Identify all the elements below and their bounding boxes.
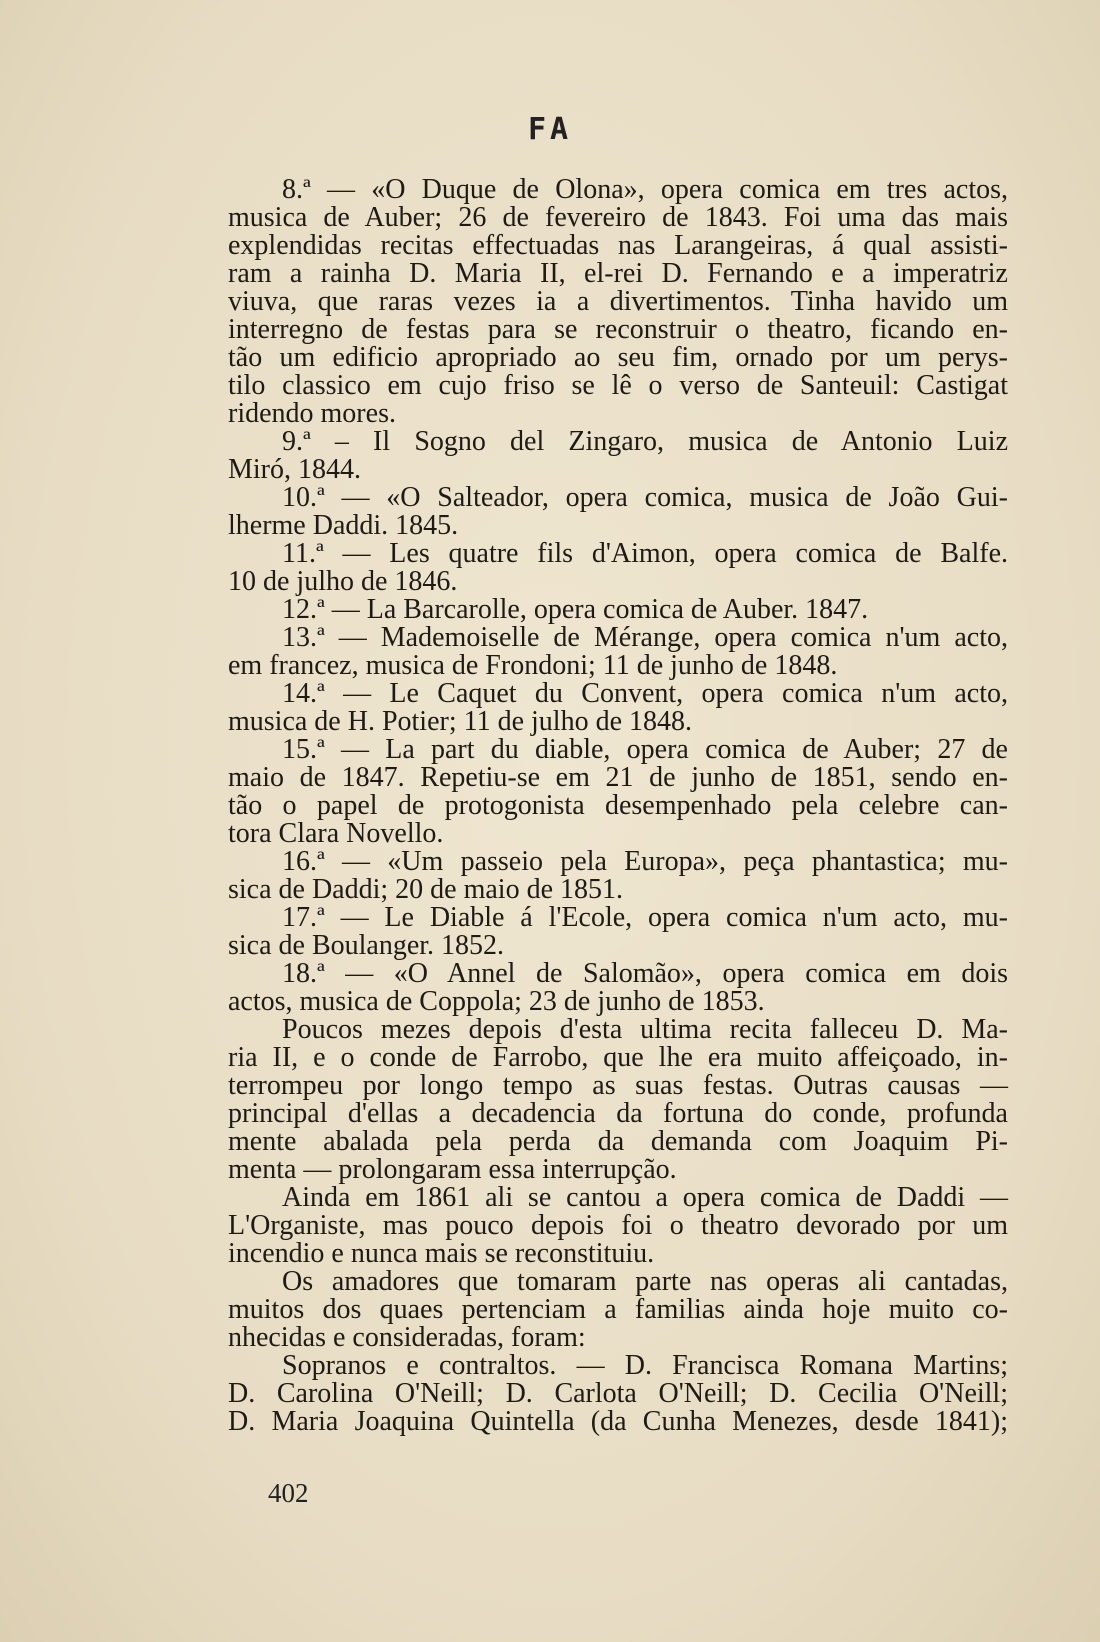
text-line: actos, musica de Coppola; 23 de junho de 1853. xyxy=(228,986,765,1017)
text-line: sica de Daddi; 20 de maio de 1851. xyxy=(228,874,624,905)
text-line: 18.ª — «O Annel de Salomão», opera comica em dois xyxy=(282,958,1008,989)
text-line: tão um edificio apropriado ao seu fim, ornado por um perys- xyxy=(228,342,1008,373)
text-line: 14.ª — Le Caquet du Convent, opera comica n'um acto, xyxy=(282,678,1008,709)
text-line: sica de Boulanger. 1852. xyxy=(228,930,505,961)
text-line: Sopranos e contraltos. — D. Francisca Romana Martins; xyxy=(282,1350,1008,1381)
text-line: interregno de festas para se reconstruir o theatro, ficando en- xyxy=(228,314,1008,345)
text-line: 13.ª — Mademoiselle de Mérange, opera comica n'um acto, xyxy=(282,622,1008,653)
text-line: lherme Daddi. 1845. xyxy=(228,510,459,541)
text-line: D. Maria Joaquina Quintella (da Cunha Menezes, desde 1841); xyxy=(228,1406,1008,1437)
text-line: principal d'ellas a decadencia da fortuna do conde, profunda xyxy=(228,1098,1008,1129)
text-line: ram a rainha D. Maria II, el-rei D. Fernando e a imperatriz xyxy=(228,258,1008,289)
text-line: nhecidas e consideradas, foram: xyxy=(228,1322,586,1353)
text-line: menta — prolongaram essa interrupção. xyxy=(228,1154,677,1185)
text-line: 9.ª – Il Sogno del Zingaro, musica de Antonio Luiz xyxy=(282,426,1008,457)
text-line: musica de Auber; 26 de fevereiro de 1843. Foi uma das mais xyxy=(228,202,1008,233)
text-line: 10.ª — «O Salteador, opera comica, musica de João Gui- xyxy=(282,482,1008,513)
text-line: terrompeu por longo tempo as suas festas. Outras causas — xyxy=(228,1070,1008,1101)
text-line: 17.ª — Le Diable á l'Ecole, opera comica n'um acto, mu- xyxy=(282,902,1008,933)
text-line: explendidas recitas effectuadas nas Larangeiras, á qual assisti- xyxy=(228,230,1008,261)
text-line: tora Clara Novello. xyxy=(228,818,444,849)
text-line: mente abalada pela perda da demanda com Joaquim Pi- xyxy=(228,1126,1008,1157)
text-line: 15.ª — La part du diable, opera comica de Auber; 27 de xyxy=(282,734,1008,765)
text-line: 16.ª — «Um passeio pela Europa», peça phantastica; mu- xyxy=(282,846,1008,877)
text-line: maio de 1847. Repetiu-se em 21 de junho de 1851, sendo en- xyxy=(228,762,1008,793)
text-line: em francez, musica de Frondoni; 11 de junho de 1848. xyxy=(228,650,838,681)
text-line: 10 de julho de 1846. xyxy=(228,566,458,597)
page-number: 402 xyxy=(268,1478,309,1508)
text-line: incendio e nunca mais se reconstituiu. xyxy=(228,1238,655,1269)
text-line: Os amadores que tomaram parte nas operas ali cantadas, xyxy=(282,1266,1008,1297)
text-line: ridendo mores. xyxy=(228,398,396,429)
text-line: musica de H. Potier; 11 de julho de 1848. xyxy=(228,706,692,737)
text-line: tão o papel de protogonista desempenhado pela celebre can- xyxy=(228,790,1008,821)
text-line: tilo classico em cujo friso se lê o verso de Santeuil: Castigat xyxy=(228,370,1008,401)
text-line: muitos dos quaes pertenciam a familias ainda hoje muito co- xyxy=(228,1294,1008,1325)
text-line: Ainda em 1861 ali se cantou a opera comica de Daddi — xyxy=(282,1182,1008,1213)
body-text xyxy=(228,176,1008,1436)
text-line: ria II, e o conde de Farrobo, que lhe era muito affeiçoado, in- xyxy=(228,1042,1008,1073)
text-line: Miró, 1844. xyxy=(228,454,361,485)
text-line: D. Carolina O'Neill; D. Carlota O'Neill; D. Cecilia O'Neill; xyxy=(228,1378,1008,1409)
text-line: viuva, que raras vezes ia a divertimentos. Tinha havido um xyxy=(228,286,1008,317)
text-line: 8.ª — «O Duque de Olona», opera comica em tres actos, xyxy=(282,174,1008,205)
text-line: Poucos mezes depois d'esta ultima recita falleceu D. Ma- xyxy=(282,1014,1008,1045)
text-line: L'Organiste, mas pouco depois foi o theatro devorado por um xyxy=(228,1210,1008,1241)
text-line: 11.ª — Les quatre fils d'Aimon, opera comica de Balfe. xyxy=(282,538,1008,569)
running-header: FA xyxy=(527,112,573,147)
text-line: 12.ª — La Barcarolle, opera comica de Auber. 1847. xyxy=(282,594,869,625)
